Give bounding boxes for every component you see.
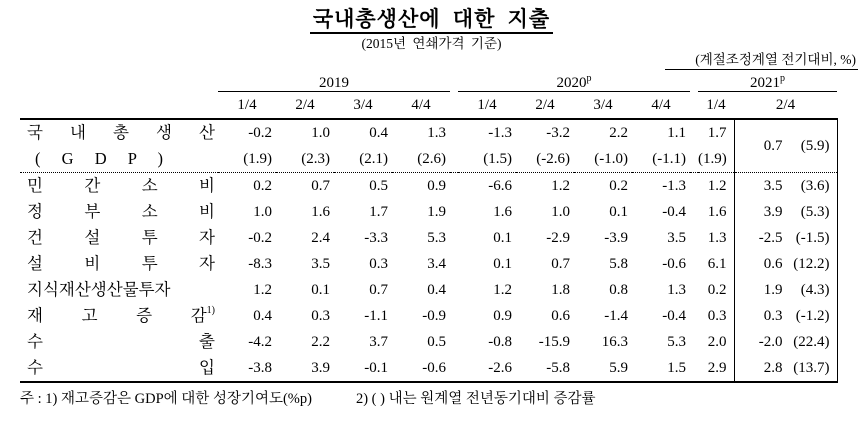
row-header xyxy=(20,119,218,146)
highlight-box-cell xyxy=(734,199,837,225)
row-label: 국 내 총 생 산 xyxy=(27,123,215,143)
data-cell: 0.8 xyxy=(609,282,628,299)
stub-header xyxy=(20,92,218,120)
data-cell: 0.1 xyxy=(493,256,512,273)
row-header xyxy=(20,146,218,173)
data-cell: 0.5 xyxy=(427,334,446,351)
data-cell: 0.3 xyxy=(707,308,727,325)
data-cell: -1.1 xyxy=(364,308,388,325)
title-row xyxy=(0,9,863,34)
data-cell: 1.0 xyxy=(551,204,570,221)
highlight-box-cell xyxy=(734,119,837,173)
table-row-government-consumption xyxy=(20,199,837,225)
highlight-box-cell xyxy=(734,355,837,382)
data-cell: 1.6 xyxy=(311,204,330,221)
data-cell: 2.4 xyxy=(311,230,330,247)
year-header-row xyxy=(20,70,837,92)
quarter-header: 3/4 xyxy=(334,92,392,120)
data-cell: 1.3 xyxy=(707,230,727,247)
data-cell: -5.8 xyxy=(516,355,574,382)
column-gap xyxy=(690,329,698,355)
footnote xyxy=(20,391,863,408)
stub-header xyxy=(20,70,218,92)
column-gap xyxy=(450,119,458,146)
data-cell: 1.7 xyxy=(707,125,727,142)
box-qoq-value: -2.5 xyxy=(758,229,783,246)
data-cell: 0.3 xyxy=(311,308,330,325)
data-cell: 2.2 xyxy=(609,125,628,142)
data-cell: 1.2 xyxy=(493,282,512,299)
row-label: 수 입 xyxy=(27,358,215,378)
data-cell: 0.4 xyxy=(427,282,446,299)
data-cell: 0.9 xyxy=(427,178,446,195)
data-cell: 1.5 xyxy=(632,355,690,382)
box-qoq-value: 3.9 xyxy=(763,203,783,220)
data-cell: 1.0 xyxy=(311,125,330,142)
data-cell: 0.3 xyxy=(369,256,388,273)
box-yoy-value: (22.4) xyxy=(793,333,830,350)
data-cell: 2.2 xyxy=(311,334,330,351)
year-label: 2019 xyxy=(319,74,349,91)
column-gap xyxy=(450,70,458,92)
quarter-header-row xyxy=(20,92,837,120)
data-cell: 1.2 xyxy=(551,178,570,195)
data-cell: 0.5 xyxy=(369,178,388,195)
box-yoy-value: (-1.5) xyxy=(795,229,830,246)
row-header xyxy=(20,329,218,355)
row-label-sup: 1) xyxy=(206,305,215,317)
data-cell: 0.2 xyxy=(707,282,727,299)
data-cell: 6.1 xyxy=(707,256,727,273)
data-cell: (2.3) xyxy=(276,146,334,173)
data-cell: 3.5 xyxy=(311,256,330,273)
box-qoq-value: 3.5 xyxy=(763,177,783,194)
data-cell: (-1.1) xyxy=(632,146,690,173)
column-gap xyxy=(690,173,698,200)
year-sup: p xyxy=(780,72,785,84)
highlight-box-cell xyxy=(734,277,837,303)
data-cell: -2.6 xyxy=(458,355,516,382)
year-sup: p xyxy=(586,72,592,84)
data-cell: 0.1 xyxy=(609,204,628,221)
row-label: 건 설 투 자 xyxy=(27,228,215,248)
column-gap xyxy=(690,146,698,173)
data-cell: 0.7 xyxy=(551,256,570,273)
data-cell: 1.9 xyxy=(427,204,446,221)
data-cell: 3.9 xyxy=(276,355,334,382)
quarter-header: 1/4 xyxy=(458,92,516,120)
data-cell: -0.2 xyxy=(248,230,272,247)
data-cell: -0.2 xyxy=(248,125,272,142)
quarter-header: 1/4 xyxy=(218,92,276,120)
data-cell: 0.4 xyxy=(369,125,388,142)
data-cell: -3.2 xyxy=(546,125,570,142)
data-cell: -3.9 xyxy=(604,230,628,247)
data-cell: -0.4 xyxy=(662,204,686,221)
table-row-exports xyxy=(20,329,837,355)
data-cell: -3.3 xyxy=(364,230,388,247)
column-gap xyxy=(450,92,458,120)
data-cell: -0.6 xyxy=(662,256,686,273)
highlight-box-cell xyxy=(734,329,837,355)
data-cell: (-2.6) xyxy=(516,146,574,173)
data-cell: 1.6 xyxy=(707,204,727,221)
data-cell: 1.2 xyxy=(707,178,727,195)
data-cell: 5.8 xyxy=(609,256,628,273)
data-cell: 0.9 xyxy=(493,308,512,325)
table-row-gdp-paren xyxy=(20,146,837,173)
page-title: 국내총생산에 대한 지출 xyxy=(310,9,553,34)
table-row-construction-investment xyxy=(20,225,837,251)
row-header xyxy=(20,251,218,277)
column-gap xyxy=(690,225,698,251)
data-cell: 0.1 xyxy=(311,282,330,299)
page-subtitle: (2015년 연쇄가격 기준) xyxy=(361,36,502,51)
data-cell: 1.0 xyxy=(253,204,272,221)
year-label: 2021 xyxy=(750,74,780,91)
row-header xyxy=(20,199,218,225)
data-cell: -6.6 xyxy=(488,178,512,195)
data-cell: -0.4 xyxy=(662,308,686,325)
data-cell: 2.0 xyxy=(707,334,727,351)
data-cell: -0.9 xyxy=(422,308,446,325)
data-cell: 16.3 xyxy=(601,334,628,351)
data-cell: 3.5 xyxy=(667,230,686,247)
table-row-inventory-change xyxy=(20,303,837,329)
data-cell: -0.8 xyxy=(488,334,512,351)
quarter-header: 2/4 xyxy=(276,92,334,120)
box-qoq-value: -2.0 xyxy=(758,333,783,350)
box-qoq-value: 2.8 xyxy=(763,359,783,376)
footnote-prefix: 주 : xyxy=(20,391,46,408)
data-cell: 1.7 xyxy=(369,204,388,221)
data-cell: 5.3 xyxy=(427,230,446,247)
year-label: 2020 xyxy=(556,74,587,91)
quarter-header: 3/4 xyxy=(574,92,632,120)
unit-note: (계절조정계열 전기대비, %) xyxy=(665,53,858,71)
column-gap xyxy=(450,329,458,355)
data-cell: 3.7 xyxy=(369,334,388,351)
column-gap xyxy=(450,173,458,200)
quarter-header: 2/4 xyxy=(734,92,837,120)
data-cell: -4.2 xyxy=(248,334,272,351)
data-cell: -1.4 xyxy=(604,308,628,325)
data-cell: -0.6 xyxy=(392,355,450,382)
data-cell: 0.1 xyxy=(493,230,512,247)
data-cell: -0.1 xyxy=(334,355,392,382)
data-cell: (1.9) xyxy=(698,146,734,173)
footnote-2: 2) ( ) 내는 원계열 전년동기대비 증감률 xyxy=(355,391,596,408)
data-cell: 0.7 xyxy=(311,178,330,195)
row-label: 지식재산생산물투자 xyxy=(27,280,171,300)
data-cell: 1.3 xyxy=(427,125,446,142)
data-cell: 2.9 xyxy=(698,355,734,382)
data-cell: 0.2 xyxy=(609,178,628,195)
highlight-box-cell xyxy=(734,303,837,329)
column-gap xyxy=(690,92,698,120)
row-header xyxy=(20,355,218,382)
data-cell: 1.3 xyxy=(667,282,686,299)
box-qoq-value: 0.7 xyxy=(763,137,783,154)
data-cell: 1.6 xyxy=(493,204,512,221)
data-cell: (1.5) xyxy=(458,146,516,173)
box-qoq-value: 0.6 xyxy=(763,255,783,272)
column-gap xyxy=(450,303,458,329)
data-cell: -1.3 xyxy=(488,125,512,142)
year-header-2020 xyxy=(458,70,690,92)
row-label: 설 비 투 자 xyxy=(27,254,215,274)
data-cell: 0.4 xyxy=(253,308,272,325)
column-gap xyxy=(690,70,698,92)
table-row-facilities-investment xyxy=(20,251,837,277)
column-gap xyxy=(690,277,698,303)
column-gap xyxy=(450,277,458,303)
data-cell: -3.8 xyxy=(218,355,276,382)
table-row-imports xyxy=(20,355,837,382)
quarter-header: 1/4 xyxy=(698,92,734,120)
data-cell: 0.2 xyxy=(253,178,272,195)
box-qoq-value: 0.3 xyxy=(763,307,783,324)
data-cell: 1.2 xyxy=(253,282,272,299)
highlight-box-cell xyxy=(734,173,837,200)
row-label: 수 출 xyxy=(27,332,215,352)
highlight-box-cell xyxy=(734,251,837,277)
box-qoq-value: 1.9 xyxy=(763,281,783,298)
data-cell: 1.8 xyxy=(551,282,570,299)
data-cell: 0.6 xyxy=(551,308,570,325)
row-header xyxy=(20,173,218,200)
data-cell: (2.1) xyxy=(334,146,392,173)
quarter-header: 4/4 xyxy=(632,92,690,120)
row-label: 정 부 소 비 xyxy=(27,202,215,222)
column-gap xyxy=(690,199,698,225)
year-header-2021 xyxy=(698,70,837,92)
row-label: 재 고 증 감 xyxy=(27,306,207,326)
row-header xyxy=(20,303,218,329)
data-cell: 1.1 xyxy=(667,125,686,142)
table-row-gdp xyxy=(20,119,837,146)
data-cell: 5.9 xyxy=(574,355,632,382)
column-gap xyxy=(450,355,458,382)
data-cell: (1.9) xyxy=(218,146,276,173)
data-cell: (-1.0) xyxy=(574,146,632,173)
column-gap xyxy=(690,303,698,329)
row-label: ( G D P ) xyxy=(35,149,163,169)
data-cell: -15.9 xyxy=(538,334,570,351)
highlight-box-cell xyxy=(734,225,837,251)
box-yoy-value: (4.3) xyxy=(800,281,830,298)
year-header-2019 xyxy=(218,70,450,92)
data-cell: 0.7 xyxy=(369,282,388,299)
data-cell: 3.4 xyxy=(427,256,446,273)
box-yoy-value: (12.2) xyxy=(793,255,830,272)
row-label: 민 간 소 비 xyxy=(27,176,215,196)
data-cell: (2.6) xyxy=(392,146,450,173)
data-cell: -2.9 xyxy=(546,230,570,247)
table-row-ip-products-investment xyxy=(20,277,837,303)
quarter-header: 2/4 xyxy=(516,92,574,120)
column-gap xyxy=(450,199,458,225)
column-gap xyxy=(450,251,458,277)
table-row-private-consumption xyxy=(20,173,837,200)
box-yoy-value: (5.3) xyxy=(800,203,830,220)
data-cell: 5.3 xyxy=(667,334,686,351)
data-cell: -1.3 xyxy=(662,178,686,195)
box-yoy-value: (5.9) xyxy=(800,137,830,154)
column-gap xyxy=(690,119,698,146)
box-yoy-value: (13.7) xyxy=(793,359,830,376)
box-yoy-value: (-1.2) xyxy=(795,307,830,324)
column-gap xyxy=(450,225,458,251)
column-gap xyxy=(690,355,698,382)
box-yoy-value: (3.6) xyxy=(800,177,830,194)
column-gap xyxy=(690,251,698,277)
unit-note-row xyxy=(0,53,858,71)
data-cell: -8.3 xyxy=(248,256,272,273)
column-gap xyxy=(450,146,458,173)
gdp-expenditure-table xyxy=(20,70,838,383)
row-header xyxy=(20,225,218,251)
footnote-1: 1) 재고증감은 GDP에 대한 성장기여도(%p) xyxy=(45,391,312,408)
row-header xyxy=(20,277,218,303)
quarter-header: 4/4 xyxy=(392,92,450,120)
